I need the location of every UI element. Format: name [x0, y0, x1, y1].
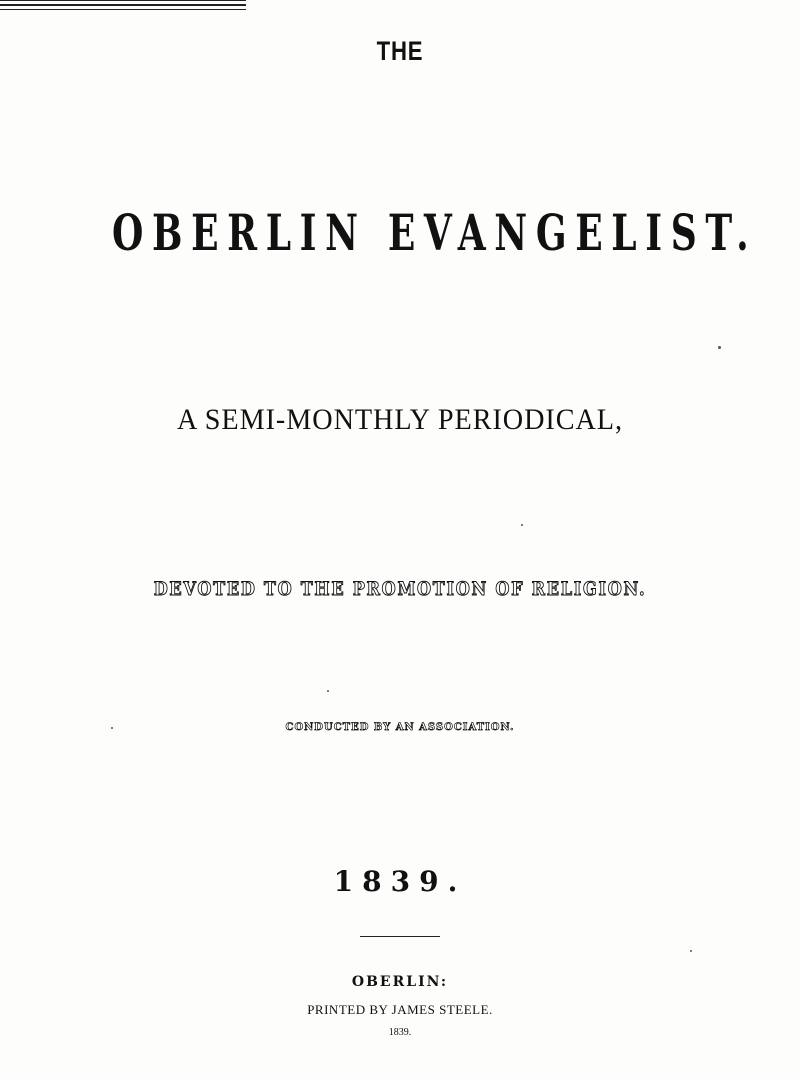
- journal-subtitle: A SEMI-MONTHLY PERIODICAL,: [177, 403, 623, 436]
- printer-line: PRINTED BY JAMES STEELE.: [307, 1002, 493, 1017]
- paper-speck: [690, 950, 692, 952]
- journal-title: OBERLIN EVANGELIST.: [112, 203, 758, 262]
- paper-speck: [521, 524, 523, 526]
- short-divider: [360, 936, 440, 937]
- paper-speck: [327, 690, 329, 692]
- publication-place: OBERLIN:: [351, 974, 449, 990]
- paper-speck: [718, 346, 721, 349]
- double-rule-bottom: [0, 12, 246, 24]
- double-rule-top: [0, 0, 246, 12]
- devoted-line: DEVOTED TO THE PROMOTION OF RELIGION.: [153, 578, 647, 600]
- paper-speck: [111, 727, 113, 729]
- article-the: THE: [376, 36, 424, 66]
- imprint-year: 1839.: [388, 1027, 412, 1038]
- conducted-line: CONDUCTED BY AN ASSOCIATION.: [285, 722, 515, 733]
- publication-year: 1839.: [333, 865, 467, 898]
